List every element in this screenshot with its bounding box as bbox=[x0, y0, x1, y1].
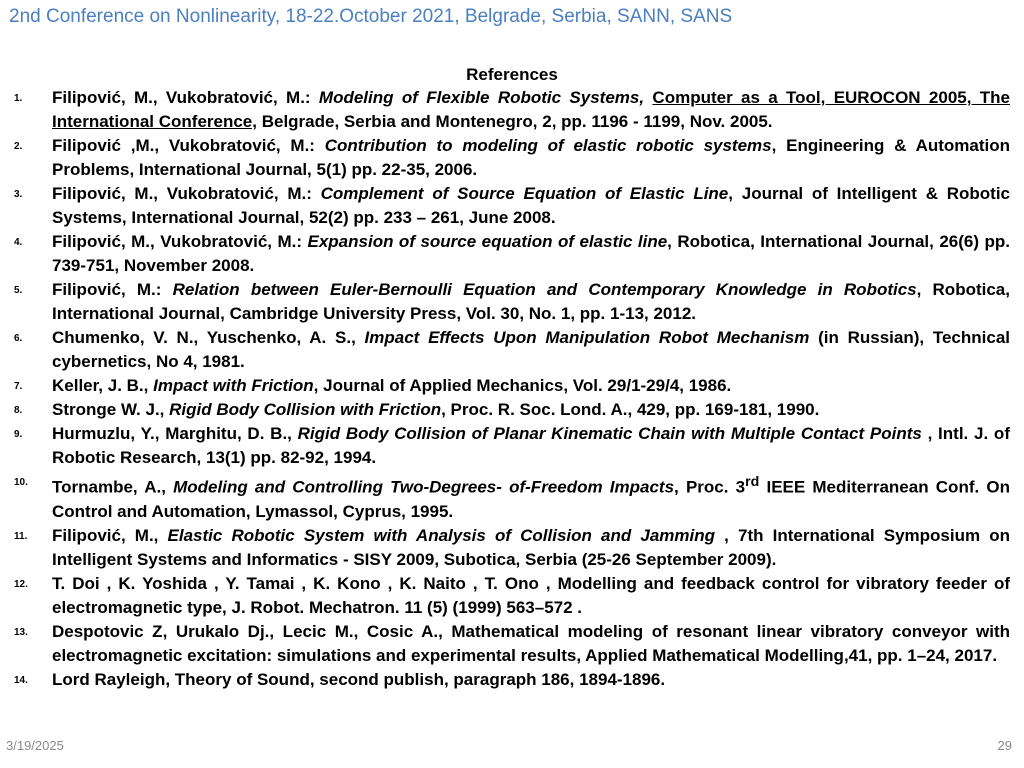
reference-number: 13. bbox=[14, 626, 28, 638]
reference-details: (in Russian), Technical cybernetics, No 4, 1981. bbox=[52, 328, 1010, 371]
reference-item-4 bbox=[14, 230, 1010, 278]
reference-number: 5. bbox=[14, 285, 23, 296]
reference-title: Expansion of source equation of elastic line bbox=[307, 232, 668, 251]
reference-details: Lord Rayleigh, Theory of Sound, second publish, paragraph 186, 1894-1896. bbox=[52, 669, 666, 689]
reference-item-14 bbox=[14, 668, 1010, 692]
reference-item-3 bbox=[14, 182, 1010, 230]
page-number: 29 bbox=[997, 738, 1012, 753]
reference-details: , Proc. 3 bbox=[674, 477, 746, 497]
reference-number: 2. bbox=[14, 141, 23, 152]
reference-number: 4. bbox=[14, 237, 23, 248]
slide-header: 2nd Conference on Nonlinearity, 18-22.October 2021, Belgrade, Serbia, SANN, SANS bbox=[9, 6, 733, 27]
reference-item-9 bbox=[14, 422, 1010, 470]
reference-details: , Journal of Applied Mechanics, Vol. 29/1-29/4, 1986. bbox=[313, 376, 732, 395]
reference-title: Contribution to modeling of elastic robotic systems bbox=[324, 136, 772, 155]
reference-item-6 bbox=[14, 326, 1010, 374]
reference-authors: Filipović, M., Vukobratović, M.: bbox=[52, 184, 321, 203]
reference-list bbox=[14, 86, 1010, 692]
reference-number: 6. bbox=[14, 333, 23, 344]
reference-link[interactable]: Computer as a Tool, EUROCON 2005, The International Conference, bbox=[52, 88, 1010, 131]
reference-authors: Stronge W. J., bbox=[52, 400, 170, 419]
reference-title: Relation between Euler-Bernoulli Equation and Contemporary Knowledge in Robotics bbox=[172, 280, 917, 299]
reference-details: Despotovic Z, Urukalo Dj., Lecic M., Cosic A., Mathematical modeling of resonant linear vibratory conveyor with electromagnetic excitation: simulations and experimental results, Applied Mathematical Modelling,41, pp. 1–24, 2017. bbox=[52, 621, 1010, 665]
reference-item-1 bbox=[14, 86, 1010, 134]
reference-item-8 bbox=[14, 398, 1010, 422]
reference-authors: Filipović, M., bbox=[52, 525, 168, 545]
reference-number: 8. bbox=[14, 405, 23, 416]
reference-item-5 bbox=[14, 278, 1010, 326]
reference-authors: Filipović, M., Vukobratović, M.: bbox=[52, 232, 308, 251]
reference-number: 11. bbox=[14, 530, 28, 542]
reference-details: Belgrade, Serbia and Montenegro, 2, pp. 1196 - 1199, Nov. 2005. bbox=[256, 112, 773, 131]
reference-authors: Filipović, M.: bbox=[52, 280, 173, 299]
reference-details: , Robotica, International Journal, Cambridge University Press, Vol. 30, No. 1, pp. 1-13, 2012. bbox=[52, 280, 1010, 323]
reference-title: Modeling and Controlling Two-Degrees- of-Freedom Impacts bbox=[173, 477, 675, 497]
reference-title: Impact with Friction bbox=[153, 376, 314, 395]
reference-item-11 bbox=[14, 524, 1010, 572]
reference-superscript: rd bbox=[745, 474, 760, 490]
reference-title: Impact Effects Upon Manipulation Robot Mechanism bbox=[364, 328, 810, 347]
references-heading: References bbox=[466, 65, 558, 84]
reference-details: T. Doi , K. Yoshida , Y. Tamai , K. Kono , K. Naito , T. Ono , Modelling and feedback control for vibratory feeder of electromagnetic type, J. Robot. Mechatron. 11 (5) (1999) 563–572 . bbox=[52, 573, 1010, 617]
reference-number: 3. bbox=[14, 189, 23, 200]
reference-title: Complement of Source Equation of Elastic Line bbox=[320, 184, 729, 203]
reference-number: 1. bbox=[14, 93, 23, 104]
reference-details: , Journal of Intelligent & Robotic Systems, International Journal, 52(2) pp. 233 – 261, June 2008. bbox=[52, 184, 1010, 227]
reference-details: , 7th International Symposium on Intelligent Systems and Informatics - SISY 2009, Subotica, Serbia (25-26 September 2009). bbox=[52, 525, 1010, 569]
reference-authors: Keller, J. B., bbox=[52, 376, 154, 395]
reference-title: Elastic Robotic System with Analysis of Collision and Jamming bbox=[167, 525, 716, 545]
reference-details: , Robotica, International Journal, 26(6) pp. 739-751, November 2008. bbox=[52, 232, 1010, 275]
reference-authors: Filipović ,M., Vukobratović, M.: bbox=[52, 136, 325, 155]
reference-item-2 bbox=[14, 134, 1010, 182]
reference-authors: Hurmuzlu, Y., Marghitu, D. B., bbox=[52, 424, 298, 443]
reference-authors: Filipović, M., Vukobratović, M.: bbox=[52, 88, 319, 107]
reference-title: Rigid Body Collision with Friction bbox=[169, 400, 442, 419]
reference-authors: Chumenko, V. N., Yuschenko, A. S., bbox=[52, 328, 365, 347]
reference-title: Rigid Body Collision of Planar Kinematic Chain with Multiple Contact Points bbox=[297, 424, 922, 443]
footer-date: 3/19/2025 bbox=[6, 738, 64, 753]
reference-title: Modeling of Flexible Robotic Systems, bbox=[318, 88, 645, 107]
reference-number: 9. bbox=[14, 429, 23, 440]
reference-item-12 bbox=[14, 572, 1010, 620]
reference-item-13 bbox=[14, 620, 1010, 668]
reference-details-continued: IEEE Mediterranean Conf. On Control and Automation, Lymassol, Cyprus, 1995. bbox=[52, 477, 1011, 521]
reference-details: , Intl. J. of Robotic Research, 13(1) pp. 82-92, 1994. bbox=[52, 424, 1010, 467]
reference-item-7 bbox=[14, 374, 1010, 398]
reference-details: , Proc. R. Soc. Lond. A., 429, pp. 169-181, 1990. bbox=[441, 400, 820, 419]
reference-number: 14. bbox=[14, 674, 28, 686]
reference-number: 7. bbox=[14, 381, 23, 392]
reference-item-10 bbox=[14, 470, 1010, 524]
reference-authors: Tornambe, A., bbox=[52, 477, 174, 497]
reference-number: 12. bbox=[14, 578, 28, 590]
reference-details: , Engineering & Automation Problems, International Journal, 5(1) pp. 22-35, 2006. bbox=[52, 136, 1010, 179]
reference-number: 10. bbox=[14, 477, 28, 488]
